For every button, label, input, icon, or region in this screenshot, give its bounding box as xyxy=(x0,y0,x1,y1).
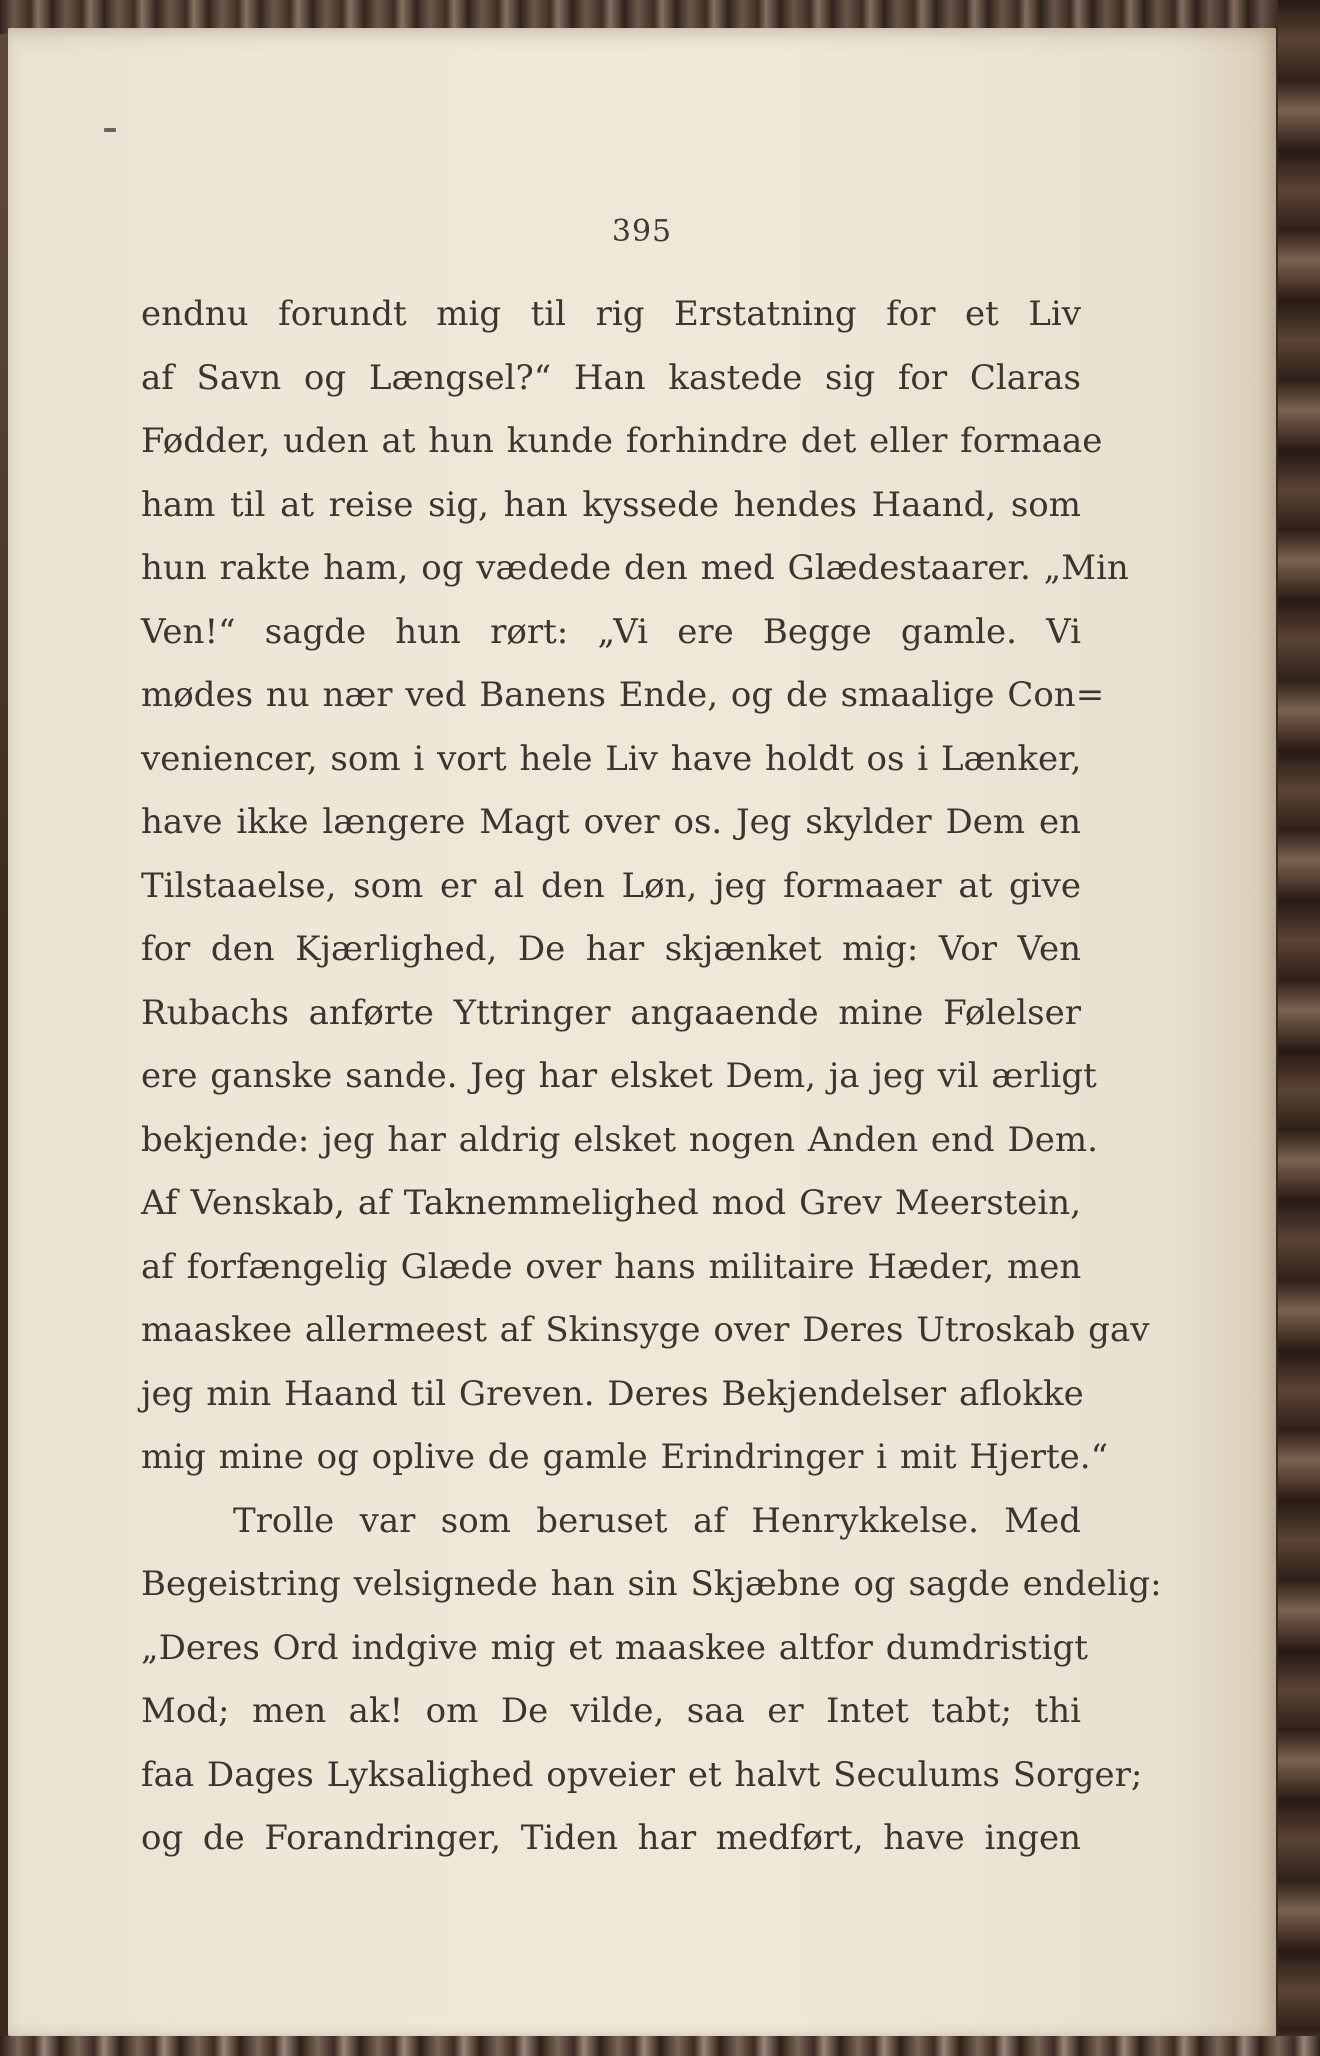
book-right-edge xyxy=(1278,0,1320,2056)
text-line: Tilstaaelse, som er al den Løn, jeg formaaer at give xyxy=(141,865,1081,906)
text-line: mødes nu nær ved Banens Ende, og de smaalige Con= xyxy=(141,675,1105,715)
book-bottom-edge xyxy=(0,2036,1320,2056)
text-line: maaskee allermeest af Skinsyge over Deres Utroskab gav xyxy=(141,1310,1150,1350)
text-line: for den Kjærlighed, De har skjænket mig: Vor Ven xyxy=(141,929,1081,969)
text-line: ere ganske sande. Jeg har elsket Dem, ja jeg vil ærligt xyxy=(141,1056,1097,1096)
text-line: bekjende: jeg har aldrig elsket nogen Anden end Dem. xyxy=(141,1119,1098,1160)
book-page xyxy=(8,28,1276,2036)
page-text xyxy=(141,283,1162,1871)
text-line: Af Venskab, af Taknemmelighed mod Grev Meerstein, xyxy=(141,1183,1081,1223)
text-line: veniencer, som i vort hele Liv have holdt os i Lænker, xyxy=(141,738,1082,779)
text-line: ham til at reise sig, han kyssede hendes Haand, som xyxy=(141,484,1081,525)
text-line: hun rakte ham, og vædede den med Glædestaarer. „Min xyxy=(141,548,1129,588)
text-line: Ven!“ sagde hun rørt: „Vi ere Begge gamle. Vi xyxy=(141,611,1081,652)
text-line: Trolle var som beruset af Henrykkelse. Med xyxy=(233,1500,1081,1541)
page-number: 395 xyxy=(611,214,673,249)
text-line: Begeistring velsignede han sin Skjæbne og sagde endelig: xyxy=(141,1564,1162,1604)
text-line: af forfængelig Glæde over hans militaire Hæder, men xyxy=(141,1246,1082,1287)
text-line: jeg min Haand til Greven. Deres Bekjendelser aflokke xyxy=(141,1373,1084,1414)
text-line: have ikke længere Magt over os. Jeg skylder Dem en xyxy=(141,802,1081,842)
text-line: „Deres Ord indgive mig et maaskee altfor dumdristigt xyxy=(141,1627,1088,1668)
text-line: Rubachs anførte Yttringer angaaende mine Følelser xyxy=(141,992,1081,1033)
text-line: og de Forandringer, Tiden har medført, have ingen xyxy=(141,1818,1081,1858)
text-line: endnu forundt mig til rig Erstatning for et Liv xyxy=(141,294,1081,334)
text-line: mig mine og oplive de gamle Erindringer i mit Hjerte.“ xyxy=(141,1437,1108,1477)
text-line: af Savn og Længsel?“ Han kastede sig for Claras xyxy=(141,357,1081,398)
text-line: Fødder, uden at hun kunde forhindre det eller formaae xyxy=(141,421,1103,461)
ink-mark xyxy=(104,128,116,132)
text-line: Mod; men ak! om De vilde, saa er Intet tabt; thi xyxy=(141,1691,1081,1731)
text-line: faa Dages Lyksalighed opveier et halvt Seculums Sorger; xyxy=(141,1754,1143,1795)
